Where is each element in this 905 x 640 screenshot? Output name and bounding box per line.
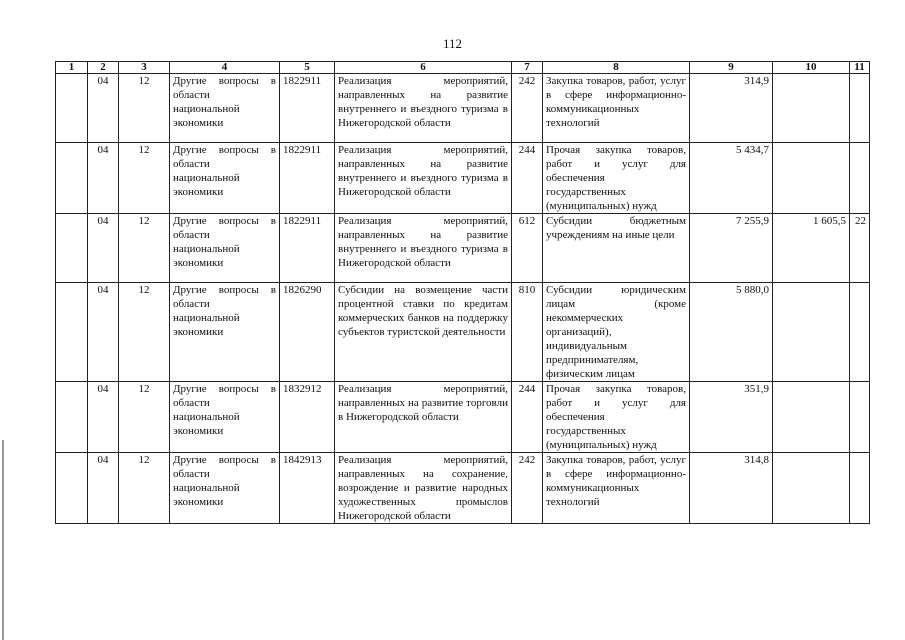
cell-section-name: Другие вопросы в области национальной экономики	[170, 382, 280, 453]
column-header-5: 5	[280, 62, 335, 74]
cell-expense-type: Прочая закупка товаров, работ и услуг для обеспечения государственных (муниципальных) нужд	[543, 143, 690, 214]
cell-program-description: Реализация мероприятий, направленных на развитие торговли в Нижегородской области	[335, 382, 512, 453]
cell-amount: 5 880,0	[690, 283, 773, 382]
cell-subsection: 12	[119, 74, 170, 143]
table-row	[56, 74, 870, 143]
cell-expense-code: 242	[512, 453, 543, 524]
cell-section: 04	[88, 382, 119, 453]
cell-col11	[850, 143, 870, 214]
cell-target-article: 1826290	[280, 283, 335, 382]
column-header-11: 11	[850, 62, 870, 74]
cell-target-article: 1822911	[280, 74, 335, 143]
cell-section: 04	[88, 283, 119, 382]
table-row	[56, 382, 870, 453]
cell-col11	[850, 283, 870, 382]
cell-amount-col10	[773, 143, 850, 214]
cell-program-description: Субсидии на возмещение части процентной ставки по кредитам коммерческих банков на поддержку субъектов туристской деятельности	[335, 283, 512, 382]
cell-amount-col10	[773, 382, 850, 453]
cell-program-description: Реализация мероприятий, направленных на сохранение, возрождение и развитие народных художественных промыслов Нижегородской области	[335, 453, 512, 524]
cell-col1	[56, 214, 88, 283]
column-header-6: 6	[335, 62, 512, 74]
table-row	[56, 283, 870, 382]
cell-amount: 7 255,9	[690, 214, 773, 283]
budget-table	[55, 61, 870, 524]
cell-col1	[56, 143, 88, 214]
table-header	[56, 62, 870, 74]
cell-amount-col10	[773, 74, 850, 143]
cell-amount: 314,8	[690, 453, 773, 524]
page-number: 112	[442, 36, 463, 51]
cell-target-article: 1822911	[280, 214, 335, 283]
column-header-9: 9	[690, 62, 773, 74]
cell-program-description: Реализация мероприятий, направленных на развитие внутреннего и въездного туризма в Нижегородской области	[335, 74, 512, 143]
column-header-4: 4	[170, 62, 280, 74]
cell-expense-type: Закупка товаров, работ, услуг в сфере информационно-коммуникационных технологий	[543, 74, 690, 143]
cell-section-name: Другие вопросы в области национальной экономики	[170, 74, 280, 143]
cell-subsection: 12	[119, 283, 170, 382]
table-row	[56, 453, 870, 524]
cell-expense-type: Субсидии бюджетным учреждениям на иные цели	[543, 214, 690, 283]
cell-col1	[56, 382, 88, 453]
cell-expense-type: Закупка товаров, работ, услуг в сфере информационно-коммуникационных технологий	[543, 453, 690, 524]
cell-expense-code: 242	[512, 74, 543, 143]
cell-target-article: 1832912	[280, 382, 335, 453]
header-row	[56, 62, 870, 74]
cell-expense-code: 244	[512, 143, 543, 214]
table-row	[56, 143, 870, 214]
cell-amount: 351,9	[690, 382, 773, 453]
cell-col1	[56, 283, 88, 382]
cell-amount-col10	[773, 283, 850, 382]
cell-subsection: 12	[119, 453, 170, 524]
cell-amount: 314,9	[690, 74, 773, 143]
cell-section-name: Другие вопросы в области национальной экономики	[170, 453, 280, 524]
cell-expense-code: 612	[512, 214, 543, 283]
cell-expense-code: 810	[512, 283, 543, 382]
cell-section: 04	[88, 214, 119, 283]
cell-target-article: 1822911	[280, 143, 335, 214]
cell-expense-type: Прочая закупка товаров, работ и услуг для обеспечения государственных (муниципальных) нужд	[543, 382, 690, 453]
cell-subsection: 12	[119, 382, 170, 453]
cell-target-article: 1842913	[280, 453, 335, 524]
cell-col11: 22	[850, 214, 870, 283]
cell-col1	[56, 453, 88, 524]
cell-col11	[850, 382, 870, 453]
cell-subsection: 12	[119, 143, 170, 214]
column-header-10: 10	[773, 62, 850, 74]
cell-col1	[56, 74, 88, 143]
cell-amount: 5 434,7	[690, 143, 773, 214]
cell-section-name: Другие вопросы в области национальной экономики	[170, 143, 280, 214]
cell-section: 04	[88, 74, 119, 143]
column-header-7: 7	[512, 62, 543, 74]
cell-amount-col10	[773, 453, 850, 524]
cell-expense-type: Субсидии юридическим лицам (кроме некоммерческих организаций), индивидуальным предпринимателям, физическим лицам	[543, 283, 690, 382]
cell-subsection: 12	[119, 214, 170, 283]
cell-amount-col10: 1 605,5	[773, 214, 850, 283]
cell-program-description: Реализация мероприятий, направленных на развитие внутреннего и въездного туризма в Нижегородской области	[335, 214, 512, 283]
column-header-3: 3	[119, 62, 170, 74]
cell-section-name: Другие вопросы в области национальной экономики	[170, 283, 280, 382]
cell-col11	[850, 74, 870, 143]
scan-edge-line	[2, 440, 4, 640]
table-body	[56, 74, 870, 524]
column-header-8: 8	[543, 62, 690, 74]
column-header-1: 1	[56, 62, 88, 74]
cell-section: 04	[88, 143, 119, 214]
table-row	[56, 214, 870, 283]
cell-section: 04	[88, 453, 119, 524]
cell-col11	[850, 453, 870, 524]
cell-expense-code: 244	[512, 382, 543, 453]
cell-section-name: Другие вопросы в области национальной экономики	[170, 214, 280, 283]
column-header-2: 2	[88, 62, 119, 74]
cell-program-description: Реализация мероприятий, направленных на развитие внутреннего и въездного туризма в Нижегородской области	[335, 143, 512, 214]
